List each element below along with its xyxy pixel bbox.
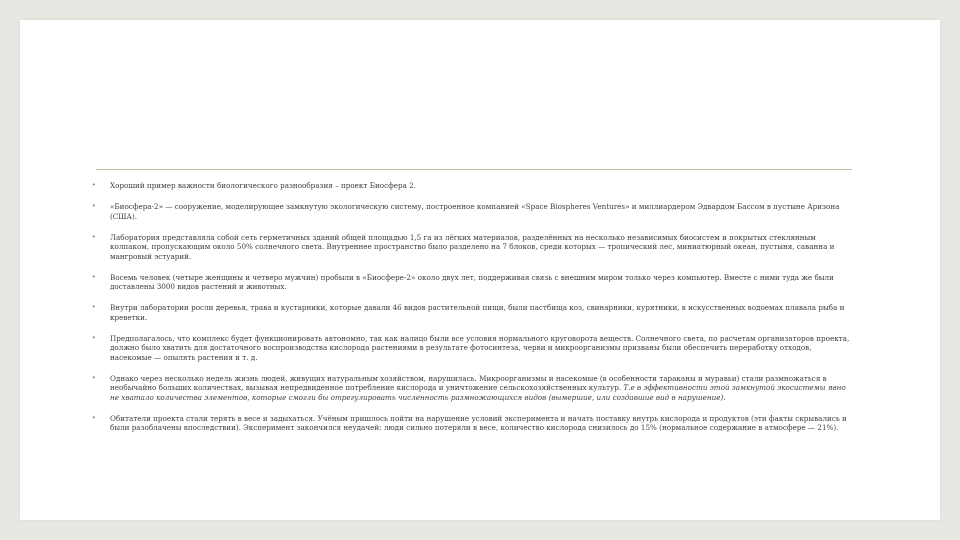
bullet-marker: • — [92, 273, 96, 281]
bullet-text: Хороший пример важности биологического разнообразия – проект Биосфера 2. — [110, 181, 417, 190]
bullet-marker: • — [92, 233, 96, 241]
bullet-marker: • — [92, 203, 96, 210]
bullet-list — [92, 181, 854, 444]
bullet-text: Восемь человек (четыре женщины и четверо мужчин) пробыли в «Биосфере-2» около двух лет, поддерживая связь с внешним миром только через компьютер. Вместе с ними туда же были доставлены 3000 видов растений и животных. — [110, 272, 834, 291]
bullet-item — [92, 334, 854, 363]
bullet-text: Лаборатория представляла собой сеть герметичных зданий общей площадью 1,5 га из лёгких материалов, разделённых на несколько независимых биосистем и покрытых стеклянным колпаком, пропускающим около 50% солнечного света. Внутреннее пространство было разделено на 7 блоков, среди которых — тропический лес, миниатюрный океан, пустыня, саванна и мангровый эстуарий. — [110, 232, 835, 261]
title-divider — [96, 169, 852, 170]
bullet-item — [92, 273, 854, 292]
bullet-text: Предполагалось, что комплекс будет функционировать автономно, так как налицо были все условия нормального круговорота веществ. Солнечного света, по расчетам организаторов проекта, должно было хватить для достаточного воспроизводства кислорода растениями в результате фотосинтеза, черви и микроорганизмы призваны были обеспечить переработку отходов, насекомые — опылять растения и т. д. — [110, 333, 850, 362]
bullet-text-italic: Т.е в эффективности этой замкнутой экосистемы явно не хватало количества элементов, которые смогли бы отрегулировать численность размножающихся видов (вымершие, или создавшие вид в нарушение). — [110, 383, 846, 402]
bullet-text-main: Однако через несколько недель жизнь людей, живущих натуральным хозяйством, нарушилась. Микроорганизмы и насекомые (в особенности тараканы и муравьи) стали размножаться в необычайно больших количествах, вызывая непредвиденное потребление кислорода и уничтожение сельскохозяйственных культур. — [110, 373, 827, 392]
bullet-marker: • — [92, 334, 96, 342]
bullet-text: Внутри лаборатории росли деревья, трава и кустарники, которые давали 46 видов растительной пищи, были пастбища коз, свинарники, курятники, в искусственных водоемах плавала рыба и креветки. — [110, 303, 845, 322]
bullet-item — [92, 233, 854, 262]
bullet-text — [110, 374, 846, 402]
bullet-text: «Биосфера-2» — сооружение, моделирующее замкнутую экологическую систему, построенное компанией «Space Biospheres Ventures» и миллиардером Эдвардом Бассом в пустыне Аризона (США). — [110, 202, 840, 221]
bullet-item — [92, 303, 854, 322]
bullet-item — [92, 181, 854, 191]
bullet-marker: • — [92, 304, 96, 311]
bullet-marker: • — [92, 374, 96, 382]
bullet-item — [92, 414, 854, 433]
bullet-marker: • — [92, 182, 96, 189]
bullet-item — [92, 374, 854, 403]
bullet-text: Обитатели проекта стали терять в весе и задыхаться. Учёным пришлось пойти на нарушение условий эксперимента и начать поставку внутрь кислорода и продуктов (эти факты скрывались и были разоблачены впоследствии). Эксперимент закончился неудачей: люди сильно потеряли в весе, количество кислорода снизилось до 15% (нормальное содержание в атмосфере — 21%). — [110, 413, 847, 432]
bullet-item — [92, 202, 854, 221]
bullet-marker: • — [92, 414, 96, 422]
